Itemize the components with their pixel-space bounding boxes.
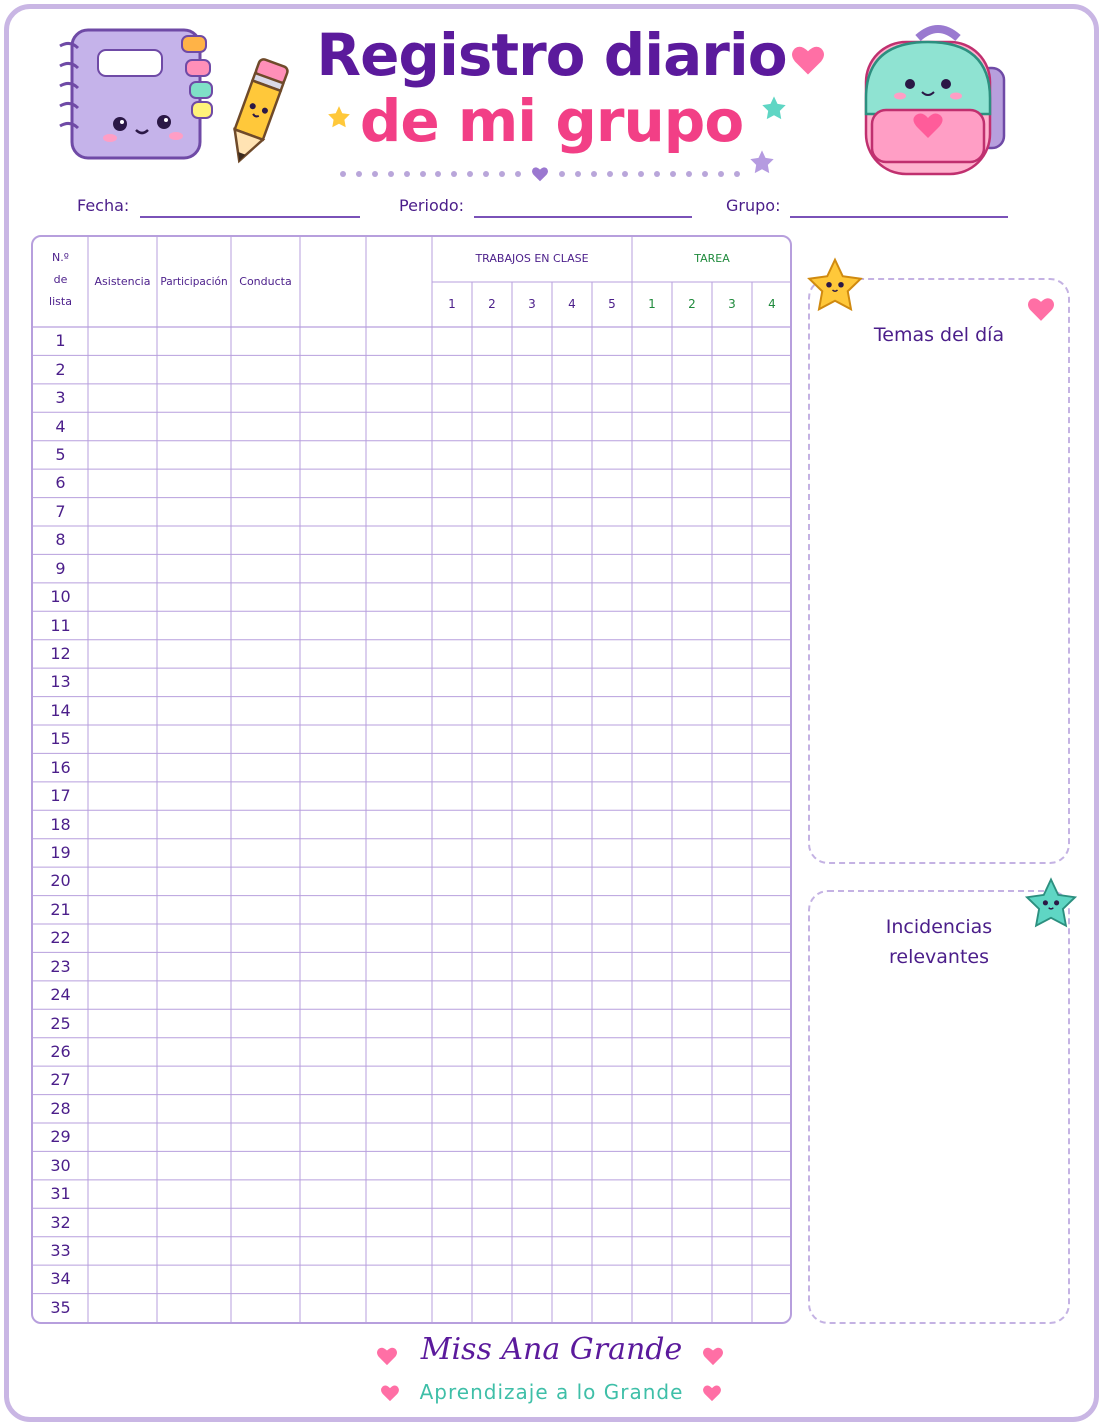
temas-panel[interactable] (808, 278, 1070, 864)
table-row-number: 26 (50, 1041, 71, 1061)
footer-author: Miss Ana Grande (420, 1332, 683, 1367)
table-row-number: 19 (50, 842, 71, 862)
table-row-number: 27 (50, 1070, 71, 1090)
table-row-number: 9 (55, 558, 66, 578)
attendance-table (31, 235, 792, 1324)
grupo-label: Grupo: (726, 196, 781, 215)
table-row-number: 22 (50, 928, 71, 948)
table-row-number: 23 (50, 956, 71, 976)
table-row-number: 20 (50, 871, 71, 891)
table-row-number: 21 (50, 899, 71, 919)
trabajos-col-3: 3 (528, 297, 536, 311)
title-line-1: Registro diario (316, 21, 787, 89)
table-row-number: 16 (50, 757, 71, 777)
table-row-number: 1 (55, 331, 66, 351)
table-row-number: 2 (55, 359, 66, 379)
table-row-number: 15 (50, 729, 71, 749)
table-row-number: 35 (50, 1297, 71, 1317)
heart-icon (531, 166, 549, 182)
table-row-number: 34 (50, 1269, 71, 1289)
table-row-number: 28 (50, 1098, 71, 1118)
table-row-number: 8 (55, 530, 66, 550)
col-header-num: N.º de lista (49, 251, 72, 308)
table-row-number: 25 (50, 1013, 71, 1033)
fecha-field[interactable] (140, 216, 360, 218)
footer-tagline: Aprendizaje a lo Grande (419, 1380, 684, 1404)
tarea-col-3: 3 (728, 297, 736, 311)
table-row-number: 13 (50, 672, 71, 692)
meta-fields (0, 196, 1103, 224)
table-row-number: 24 (50, 985, 71, 1005)
periodo-field[interactable] (474, 216, 692, 218)
table-row-number: 6 (55, 473, 66, 493)
trabajos-col-4: 4 (568, 297, 576, 311)
table-grid-lines (33, 237, 792, 1324)
table-row-number: 14 (50, 700, 71, 720)
trabajos-col-5: 5 (608, 297, 616, 311)
table-row-number: 17 (50, 786, 71, 806)
col-header-asistencia: Asistencia (94, 275, 151, 288)
table-row-number: 32 (50, 1212, 71, 1232)
incidencias-title: Incidencias relevantes (885, 916, 993, 968)
table-row-number: 4 (55, 416, 66, 436)
tarea-col-4: 4 (768, 297, 776, 311)
grupo-field[interactable] (790, 216, 1008, 218)
table-row-number: 12 (50, 643, 71, 663)
table-row-number: 31 (50, 1184, 71, 1204)
trabajos-col-2: 2 (488, 297, 496, 311)
tarea-col-2: 2 (688, 297, 696, 311)
group-header-tarea: TAREA (694, 252, 730, 265)
table-row-number: 3 (55, 388, 66, 408)
table-row-number: 5 (55, 444, 66, 464)
table-row-number: 18 (50, 814, 71, 834)
heart-icon (1026, 296, 1056, 322)
trabajos-col-1: 1 (448, 297, 456, 311)
title-line-2: de mi grupo (359, 87, 744, 155)
col-header-participacion: Participación (160, 276, 228, 288)
table-row-number: 33 (50, 1240, 71, 1260)
table-row-number: 11 (50, 615, 71, 635)
fecha-label: Fecha: (77, 196, 130, 215)
table-row-number: 29 (50, 1127, 71, 1147)
tarea-col-1: 1 (648, 297, 656, 311)
incidencias-panel[interactable] (808, 890, 1070, 1324)
col-header-conducta: Conducta (239, 275, 292, 288)
title-divider (340, 166, 740, 182)
table-row-number: 7 (55, 501, 66, 521)
star-icon (804, 256, 866, 316)
periodo-label: Periodo: (399, 196, 465, 215)
table-row-number: 10 (50, 587, 71, 607)
table-row-number: 30 (50, 1155, 71, 1175)
star-icon (1022, 876, 1080, 932)
temas-title: Temas del día (873, 324, 1005, 346)
group-header-trabajos: TRABAJOS EN CLASE (475, 252, 589, 265)
